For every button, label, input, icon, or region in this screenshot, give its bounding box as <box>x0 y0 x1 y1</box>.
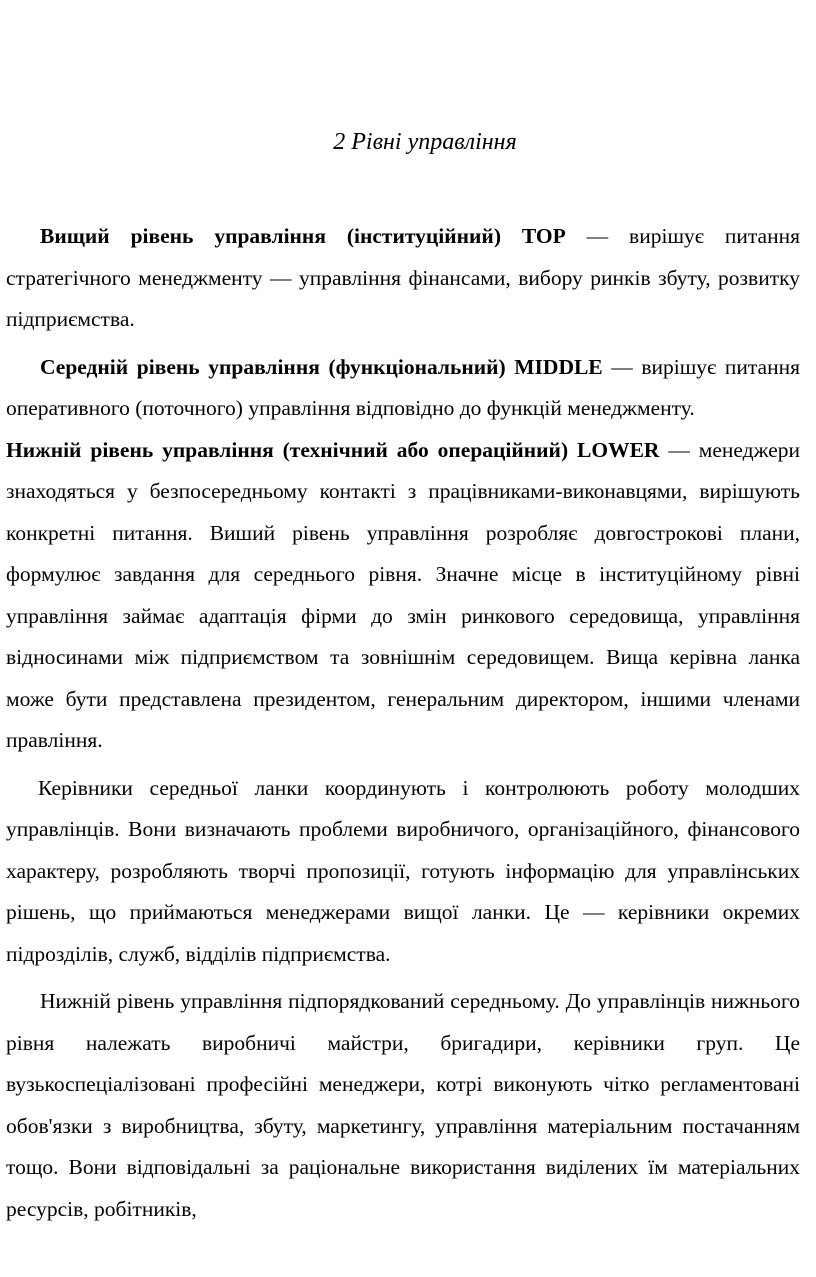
paragraph-heading: Середній рівень управління (функціональний) MIDDLE <box>40 354 603 379</box>
paragraph-text: Керівники середньої ланки координують і контролюють роботу молодших управлінців. Вони визначають проблеми виробничого, організаційного, фінансового характеру, розробляють творчі пропозиції, готують інформацію для управлінських рішень, що приймаються менеджерами вищої ланки. Це — керівники окремих підрозділів, служб, відділів підприємства. <box>6 775 800 966</box>
paragraph-heading: Нижній рівень управління (технічний або операційний) LOWER <box>6 437 660 462</box>
paragraph-lower-level <box>6 430 800 762</box>
paragraph-text: — менеджери знаходяться у безпосередньому контакті з працівниками-виконавцями, вирішують конкретні питання. Виший рівень управління розробляє довгострокові плани, формулює завдання для середнього рівня. Значне місце в інституційному рівні управління займає адаптація фірми до змін ринкового середовища, управління відносинами між підприємством та зовнішнім середовищем. Вища керівна ланка може бути представлена президентом, генеральним директором, іншими членами правління. <box>6 437 800 752</box>
paragraph-text: — вирішує питання оперативного (поточного) управління відповідно до функцій менеджменту. <box>6 354 800 420</box>
paragraph-middle-level <box>6 347 800 430</box>
paragraph-text: Нижній рівень управління підпорядкований середньому. До управлінців нижнього рівня належать виробничі майстри, бригадири, керівники груп. Це вузькоспеціалізовані професійні менеджери, котрі виконують чітко регламентовані обов'язки з виробництва, збуту, маркетингу, управління матеріальним постачанням тощо. Вони відповідальні за раціональне використання виділених їм матеріальних ресурсів, робітників, <box>6 989 800 1221</box>
paragraph-heading: Вищий рівень управління (інституційний) TOP <box>40 224 566 248</box>
page-title: 2 Рівні управління <box>333 129 517 155</box>
paragraph-middle-managers <box>6 768 800 976</box>
document-body <box>6 216 800 1230</box>
paragraph-top-level <box>6 216 800 341</box>
paragraph-text: — вирішує питання стратегічного менеджменту — управління фінансами, вибору ринків збуту, розвитку підприємства. <box>6 224 801 331</box>
paragraph-lower-managers <box>6 981 800 1230</box>
